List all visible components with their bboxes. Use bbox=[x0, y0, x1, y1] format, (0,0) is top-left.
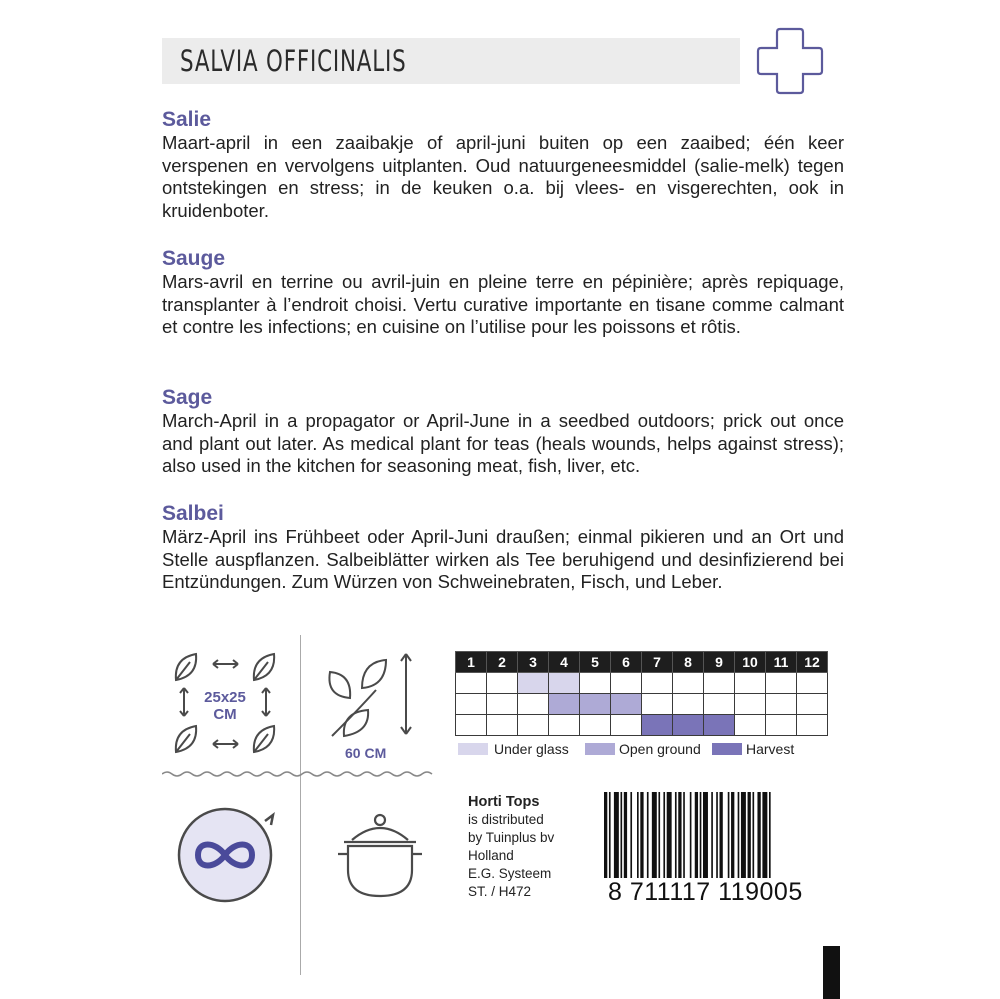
medical-cross-icon bbox=[755, 26, 825, 96]
section-french bbox=[162, 247, 844, 339]
sowing-calendar bbox=[455, 651, 828, 736]
barcode-bar bbox=[753, 792, 755, 878]
barcode-bar bbox=[652, 792, 657, 878]
legend-open-ground bbox=[585, 741, 701, 757]
barcode-bar bbox=[609, 792, 611, 878]
month-cell: 7 bbox=[642, 652, 673, 673]
section-heading: Salie bbox=[162, 108, 212, 131]
legend-swatch bbox=[458, 743, 488, 755]
legend-under-glass bbox=[458, 741, 569, 757]
plant-height-icon bbox=[322, 648, 422, 743]
barcode-bar bbox=[647, 792, 649, 878]
section-heading: Salbei bbox=[162, 502, 224, 525]
barcode-bar bbox=[762, 792, 767, 878]
barcode-bar bbox=[640, 792, 643, 878]
perennial-infinity-icon bbox=[170, 797, 285, 912]
barcode-bar bbox=[667, 792, 672, 878]
barcode-bar bbox=[728, 792, 730, 878]
distributor-line: is distributed bbox=[468, 812, 544, 827]
barcode-bar bbox=[700, 792, 702, 878]
barcode-bar bbox=[675, 792, 677, 878]
barcode-bar bbox=[738, 792, 740, 878]
barcode-bar bbox=[716, 792, 718, 878]
distributor-line: ST. / H472 bbox=[468, 884, 532, 899]
barcode-bar bbox=[630, 792, 632, 878]
legend-swatch bbox=[585, 743, 615, 755]
distributor-line: E.G. Systeem bbox=[468, 866, 552, 881]
section-text: März-April ins Frühbeet oder April-Juni draußen; einmal pikieren und an Ort und Stelle auspflanzen. Salbeiblätter wirken als Tee beruhigend und desinfizierend bei Entzündungen. Zum Würzen von Schweinebraten, Fisch, und Leber. bbox=[162, 526, 844, 592]
product-title: SALVIA OFFICINALIS bbox=[180, 44, 407, 78]
barcode-bar bbox=[637, 792, 639, 878]
section-text: March-April in a propagator or April-June in a seedbed outdoors; prick out once and plant out later. As medical plant for teas (heals wounds, helps against stress); also used in the kitchen for seasoning meat, fish, liver, etc. bbox=[162, 410, 844, 476]
barcode-bar bbox=[757, 792, 760, 878]
calendar-month-row bbox=[456, 652, 828, 673]
spacing-value: 25x25 bbox=[204, 689, 246, 706]
calendar-row-open-ground bbox=[456, 694, 828, 715]
month-cell: 1 bbox=[456, 652, 487, 673]
icon-grid-divider bbox=[300, 635, 301, 975]
month-cell: 3 bbox=[518, 652, 549, 673]
legend-swatch bbox=[712, 743, 742, 755]
distributor-info bbox=[468, 793, 554, 901]
section-dutch bbox=[162, 108, 844, 222]
barcode-bar bbox=[720, 792, 723, 878]
barcode-bar bbox=[624, 792, 627, 878]
barcode-bar bbox=[695, 792, 698, 878]
barcode-bar bbox=[703, 792, 708, 878]
barcode-bar bbox=[711, 792, 713, 878]
barcode-bar bbox=[683, 792, 685, 878]
month-cell: 9 bbox=[704, 652, 735, 673]
cooking-pot-icon bbox=[330, 810, 430, 905]
section-heading: Sauge bbox=[162, 247, 226, 270]
title-bar bbox=[162, 38, 740, 84]
month-cell: 5 bbox=[580, 652, 611, 673]
calendar-row-under-glass bbox=[456, 673, 828, 694]
month-cell: 8 bbox=[673, 652, 704, 673]
height-label: 60 CM bbox=[345, 745, 387, 761]
barcode-bar bbox=[678, 792, 681, 878]
barcode-bar bbox=[658, 792, 660, 878]
edge-mark bbox=[823, 946, 840, 999]
barcode-bar bbox=[614, 792, 619, 878]
section-text: Maart-april in een zaaibakje of april-juni buiten op een zaaibed; één keer verspenen en vervolgens uitplanten. Oud natuurgeneesmiddel (salie-melk) tegen ontstekingen en stress; in de keuken o.a. bij vlees- en visgerechten, ook in kruidenboter. bbox=[162, 132, 844, 221]
barcode-bar bbox=[731, 792, 734, 878]
legend-label: Harvest bbox=[746, 741, 795, 757]
month-cell: 2 bbox=[487, 652, 518, 673]
spacing-label bbox=[197, 689, 253, 723]
wavy-divider bbox=[162, 770, 438, 778]
section-heading: Sage bbox=[162, 386, 213, 409]
barcode-bar bbox=[621, 792, 623, 878]
section-german bbox=[162, 502, 844, 594]
barcode bbox=[604, 792, 834, 878]
calendar-row-harvest bbox=[456, 715, 828, 736]
barcode-bar bbox=[690, 792, 692, 878]
barcode-digits: 8 711117 119005 bbox=[608, 878, 803, 906]
barcode-bar bbox=[769, 792, 771, 878]
distributor-line: by Tuinplus bv bbox=[468, 830, 555, 845]
legend-label: Open ground bbox=[619, 741, 701, 757]
legend-label: Under glass bbox=[494, 741, 569, 757]
section-text: Mars-avril en terrine ou avril-juin en pleine terre en pépinière; après repiquage, transplanter à l’endroit choisi. Vertu curative importante en tisane comme calmant et contre les infections; en cuisine on l’utilise pour les poissons et rôtis. bbox=[162, 271, 844, 337]
distributor-line: Holland bbox=[468, 848, 514, 863]
month-cell: 12 bbox=[797, 652, 828, 673]
section-english bbox=[162, 386, 844, 478]
barcode-bar bbox=[748, 792, 751, 878]
barcode-bar bbox=[604, 792, 607, 878]
month-cell: 10 bbox=[735, 652, 766, 673]
month-cell: 11 bbox=[766, 652, 797, 673]
legend-harvest bbox=[712, 741, 794, 757]
barcode-bar bbox=[663, 792, 665, 878]
spacing-unit: CM bbox=[213, 706, 237, 723]
brand-name: Horti Tops bbox=[468, 794, 540, 810]
barcode-bar bbox=[741, 792, 746, 878]
month-cell: 4 bbox=[549, 652, 580, 673]
month-cell: 6 bbox=[611, 652, 642, 673]
